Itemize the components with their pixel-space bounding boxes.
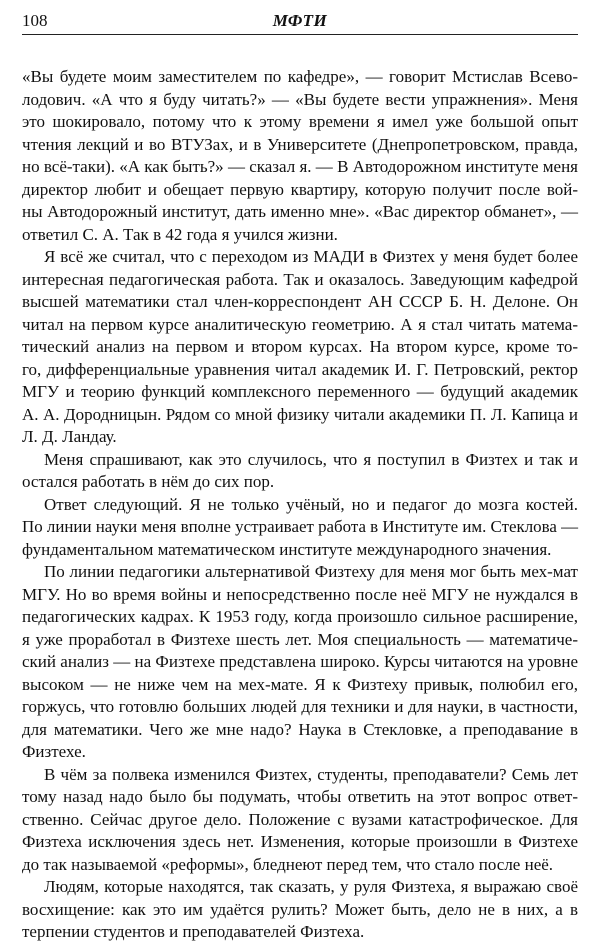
text-line: чтения лекций и во ВТУЗах, и в Университете (Днепропетровском, правда, — [22, 134, 578, 154]
paragraph — [22, 764, 578, 877]
text-line: остался работать в нём до сих пор. — [22, 472, 275, 491]
text-line: я уже проработал в Физтехе шесть лет. Моя специальность — математиче- — [22, 629, 578, 649]
text-line: Ответ следующий. Я не только учёный, но и педагог до мозга костей. — [44, 494, 578, 514]
paragraph — [22, 66, 578, 246]
text-line: восхищение: как это им удаётся рулить? Может быть, дело не в них, а в — [22, 899, 578, 919]
text-line: В чём за полвека изменился Физтех, студенты, преподаватели? Семь лет — [44, 764, 578, 784]
text-line: МГУ. Но во время войны и непосредственно после неё МГУ не нуждался в — [22, 584, 578, 604]
text-line: По линии педагогики альтернативой Физтеху для меня мог быть мех-мат — [44, 562, 578, 581]
text-line: МГУ и теорию функций комплексного переменного — будущий академик — [22, 382, 578, 401]
text-line: Л. Д. Ландау. — [22, 427, 117, 446]
text-line: директор любит и обещает первую квартиру, которую получит после вой- — [22, 179, 578, 199]
text-line: для математики. Чего же мне надо? Наука в Стекловке, а преподавание в — [22, 719, 578, 739]
text-line: А. А. Дородницын. Рядом со мной физику читали академики П. Л. Капица и — [22, 404, 578, 424]
text-line: но всё-таки). «А как быть?» — сказал я. — В Автодорожном институте меня — [22, 157, 578, 176]
text-line: ственно. Сейчас другое дело. Положение с вузами катастрофическое. Для — [22, 809, 578, 829]
text-line: Людям, которые находятся, так сказать, у руля Физтеха, я выражаю своё — [44, 877, 578, 896]
text-line: Я всё же считал, что с переходом из МАДИ в Физтех у меня будет более — [44, 247, 578, 266]
text-line: терпении студентов и преподавателей Физтеха. — [22, 922, 365, 941]
text-line: педагогических кадрах. К 1953 году, когда произошло сильное расширение, — [22, 607, 578, 626]
text-line: Меня спрашивают, как это случилось, что я поступил в Физтех и так и — [44, 449, 578, 469]
text-line: высшей математики стал член-корреспондент АН СССР Б. Н. Делоне. Он — [22, 292, 578, 311]
text-line: По линии науки меня вполне устраивает работа в Институте им. Стеклова — — [22, 517, 578, 536]
text-line: тому назад надо было бы подумать, чтобы ответить на этот вопрос ответ- — [22, 787, 578, 806]
text-line: интересная педагогическая работа. Так и оказалось. Заведующим кафедрой — [22, 269, 578, 289]
text-line: читал на первом курсе аналитическую геометрию. А я стал читать матема- — [22, 314, 578, 334]
text-line: лодович. «А что я буду читать?» — «Вы будете вести упражнения». Меня — [22, 89, 578, 109]
text-line: ответил С. А. Так в 42 года я учился жизни. — [22, 224, 338, 244]
running-title: МФТИ — [272, 11, 328, 30]
text-line: высоком — не ниже чем на мех-мате. Я к Физтеху привык, полюбил его, — [22, 674, 578, 694]
page-header — [22, 10, 578, 35]
text-line: до так называемой «реформы», бледнеют перед тем, что стало после неё. — [22, 854, 554, 874]
text-line: Физтеха исключения здесь нет. Изменения, которые произошли в Физтехе — [22, 832, 578, 851]
text-line: тический анализ на первом и втором курсах. На втором курсе, кроме то- — [22, 337, 578, 356]
text-line: фундаментальном математическом институте международного значения. — [22, 539, 552, 559]
text-line: ский анализ — на Физтехе представлена широко. Курсы читаются на уровне — [22, 652, 578, 671]
page-number: 108 — [22, 11, 48, 30]
text-line: «Вы будете моим заместителем по кафедре», — говорит Мстислав Всево- — [22, 67, 578, 86]
text-line: го, дифференциальные уравнения читал академик И. Г. Петровский, ректор — [22, 359, 578, 379]
text-line: горжусь, что готовлю больших людей для техники и для науки, в частности, — [22, 697, 578, 716]
paragraph — [22, 246, 578, 449]
text-line: ны Автодорожный институт, дать именно мне». «Вас директор обманет», — — [22, 202, 578, 221]
text-line: Физтехе. — [22, 742, 86, 761]
paragraph — [22, 876, 578, 944]
paragraph — [22, 561, 578, 764]
text-line: это шокировало, потому что к этому времени я имел уже большой опыт — [22, 112, 578, 131]
body-text — [22, 66, 578, 944]
paragraph — [22, 494, 578, 562]
paragraph — [22, 449, 578, 494]
